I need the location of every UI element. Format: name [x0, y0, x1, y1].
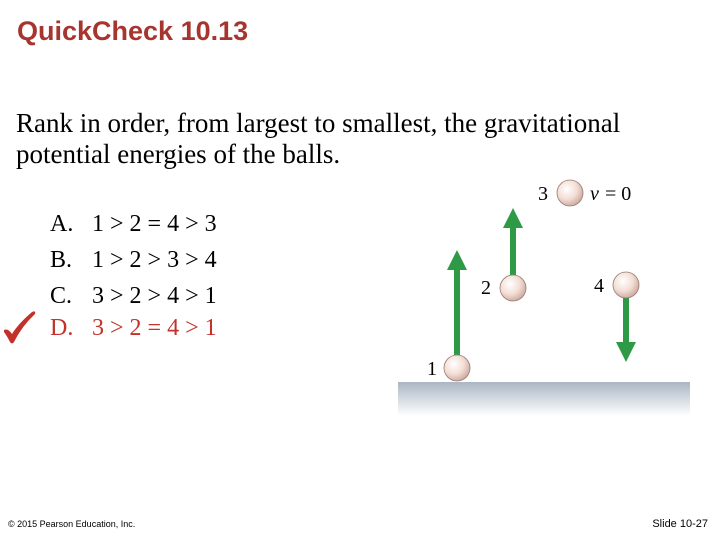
ball-1-arrow	[447, 250, 467, 356]
ball-3	[557, 180, 583, 206]
ball-2	[500, 275, 526, 301]
option-text: 1 > 2 > 3 > 4	[92, 247, 217, 273]
ball-2-arrow	[503, 208, 523, 276]
ball-1	[444, 355, 470, 381]
ball-4-label: 4	[594, 275, 604, 297]
ball-1-label: 1	[427, 358, 437, 380]
ball-4-arrow	[616, 298, 636, 362]
copyright-text: © 2015 Pearson Education, Inc.	[8, 519, 136, 529]
option-a[interactable]	[50, 211, 217, 241]
slide-number: Slide 10-27	[652, 518, 708, 530]
option-b[interactable]	[50, 247, 217, 277]
ball-2-label: 2	[481, 277, 491, 299]
option-letter: C.	[50, 283, 73, 309]
option-letter: D.	[50, 315, 74, 341]
ball-4	[613, 272, 639, 298]
velocity-label: v	[590, 183, 599, 205]
slide-title: QuickCheck 10.13	[17, 16, 249, 46]
option-d[interactable]	[50, 315, 217, 345]
option-text: 3 > 2 > 4 > 1	[92, 283, 217, 309]
velocity-value: = 0	[605, 183, 632, 205]
option-c[interactable]	[50, 283, 217, 313]
option-letter: A.	[50, 211, 74, 237]
ground	[398, 382, 690, 416]
balls-diagram	[395, 178, 695, 418]
option-letter: B.	[50, 247, 73, 273]
checkmark-icon	[0, 308, 40, 348]
question-text: Rank in order, from largest to smallest, the gravitational potential energies of the balls.	[16, 108, 621, 169]
option-text: 1 > 2 = 4 > 3	[92, 211, 217, 237]
ball-3-label: 3	[538, 183, 548, 205]
option-text: 3 > 2 = 4 > 1	[92, 315, 217, 341]
